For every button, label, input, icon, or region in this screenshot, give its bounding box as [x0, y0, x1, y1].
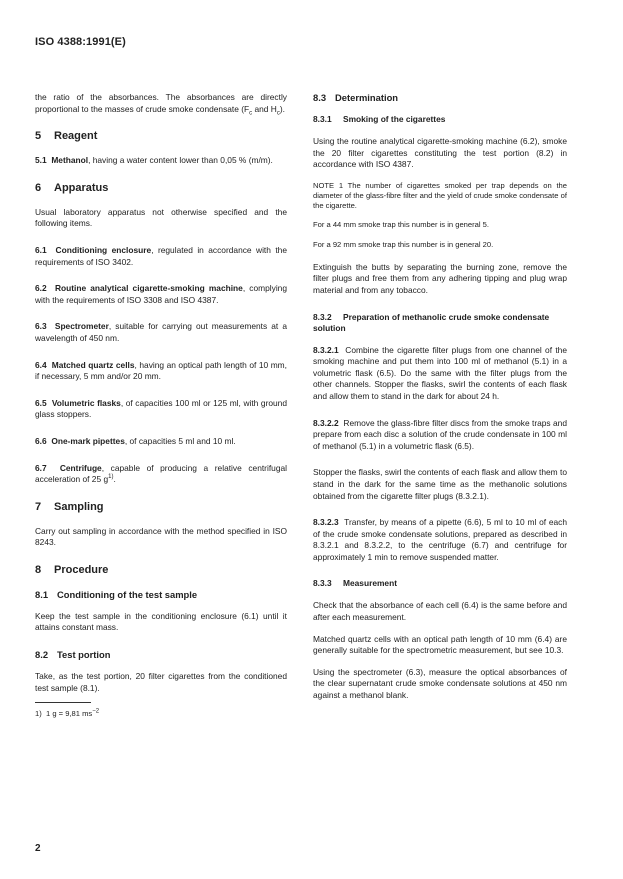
right-column — [313, 92, 567, 717]
footnote-divider — [35, 702, 91, 703]
clause-8-3-2-3: 8.3.2.3 Transfer, by means of a pipette (6.6), 5 ml to 10 ml of each of the crude smoke condensate solutions, prepared as described in 8.3.2.1 and 8.3.2.2, to the centrifuge (6.7) and centrifuge for approximately 1 min to remove suspended matter. — [313, 517, 568, 562]
note-1-b: For a 92 mm smoke trap this number is in general 20. — [313, 239, 494, 249]
clause-8-3-2-2-continued: Stopper the flasks, swirl the contents of each flask and allow them to stand in the dark for the same time as the methanolic solutions obtained from the cigarette filter plugs (8.3.2.1). — [313, 467, 567, 501]
subsection-heading-8-2: 8.2 Test portion — [35, 649, 111, 661]
clause-6-4: 6.4 Matched quartz cells, having an optical path length of 10 mm, if necessary, 5 mm and/or 20 mm. — [35, 359, 287, 382]
clause-6-6: 6.6 One-mark pipettes, of capacities 5 ml and 10 ml. — [35, 435, 236, 446]
clause-8-3-1-text: Using the routine analytical cigarette-smoking machine (6.2), smoke the 20 filter cigarettes constituting the test portion (8.2) in accordance with ISO 4387. — [313, 136, 567, 170]
section-heading-sampling: 7 Sampling — [35, 500, 104, 513]
subsection-heading-8-3-1: 8.3.1 Smoking of the cigarettes — [313, 114, 446, 124]
measurement-text-b: Matched quartz cells with an optical path length of 10 mm (6.4) are generally suitable for the spectrometric measurement, but see 10.3. — [313, 633, 567, 656]
section-heading-apparatus: 6 Apparatus — [35, 181, 109, 194]
page-number: 2 — [35, 843, 41, 854]
left-column — [35, 92, 287, 719]
sampling-text: Carry out sampling in accordance with the method specified in ISO 8243. — [35, 525, 287, 548]
subsection-heading-8-3-3: 8.3.3 Measurement — [313, 578, 397, 589]
note-1-a: For a 44 mm smoke trap this number is in general 5. — [313, 220, 489, 230]
extinguish-text: Extinguish the butts by separating the burning zone, remove the filter plugs and free them from any adhering tipping and plug wrap material and from any tobacco. — [313, 261, 567, 295]
section-heading-reagent: 5 Reagent — [35, 130, 98, 143]
page-header-standard: ISO 4388:1991(E) — [35, 36, 126, 48]
clause-8-2-text: Take, as the test portion, 20 filter cigarettes from the conditioned test sample (8.1). — [35, 671, 287, 693]
intro-paragraph: the ratio of the absorbances. The absorbances are directly proportional to the masses of crude smoke condensate ($F_c$ and $H_c$). — [35, 92, 287, 117]
note-1: NOTE 1 The number of cigarettes smoked per trap depends on the diameter of the glass-fibre filter and the yield of crude smoke condensate of the cigarette. — [313, 180, 567, 211]
subsection-heading-8-3: 8.3 Determination — [313, 92, 399, 103]
apparatus-intro: Usual laboratory apparatus not otherwise specified and the following items. — [35, 206, 287, 229]
clause-6-3: 6.3 Spectrometer, suitable for carrying out measurements at a wavelength of 450 nm. — [35, 321, 287, 343]
subsection-heading-8-3-2: 8.3.2 Preparation of methanolic crude smoke condensate solution — [313, 311, 550, 333]
subsection-heading-8-1: 8.1 Conditioning of the test sample — [35, 588, 198, 600]
clause-8-1-text: Keep the test sample in the conditioning enclosure (6.1) until it attains constant mass. — [35, 610, 287, 633]
clause-6-1: 6.1 Conditioning enclosure, regulated in accordance with the requirements of ISO 3402. — [35, 244, 287, 267]
clause-5-1: 5.1 Methanol, having a water content lower than 0,05 % (m/m). — [35, 155, 273, 166]
clause-8-3-2-2: 8.3.2.2 Remove the glass-fibre filter discs from the smoke traps and prepare from each disc a solution of the crude condensate in 100 ml of methanol (5.1) in a volumetric flask (6.5). — [313, 417, 567, 451]
clause-8-3-2-1: 8.3.2.1 Combine the cigarette filter plugs from one channel of the smoking machine and put them into 100 ml of methanol (5.1) in a volumetric flask (6.5). Do the same with the filter plugs from the other channels. Stopper the flasks, swirl the contents of each flask and allow them to stand in the dark for about 24 h. — [313, 344, 567, 401]
measurement-text-c: Using the spectrometer (6.3), measure the optical absorbances of the clear supernatant crude smoke condensate solutions at 450 nm against a methanol blank. — [313, 666, 567, 701]
section-heading-procedure: 8 Procedure — [35, 563, 109, 576]
footnote: 1) 1 g = 9,81 $ms^{-2}$ — [35, 708, 100, 719]
clause-6-7: 6.7 Centrifuge, capable of producing a relative centrifugal acceleration of 25 $g^{1)}$. — [35, 462, 287, 485]
clause-6-2: 6.2 Routine analytical cigarette-smoking machine, complying with the requirements of ISO 3308 and ISO 4387. — [35, 283, 287, 305]
clause-6-5: 6.5 Volumetric flasks, of capacities 100 ml or 125 ml, with ground glass stoppers. — [35, 397, 287, 420]
measurement-text-a: Check that the absorbance of each cell (6.4) is the same before and after each measurement. — [313, 600, 567, 623]
